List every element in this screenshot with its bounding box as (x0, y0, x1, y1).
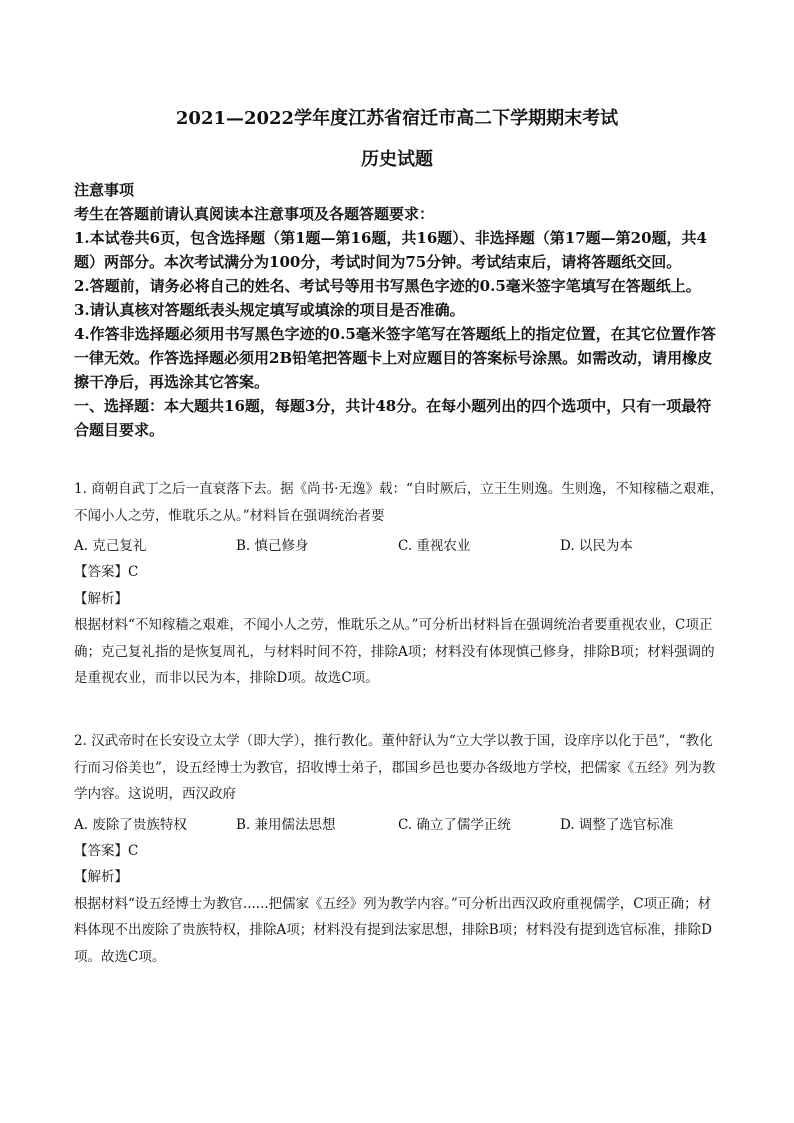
notice-item-4: 4.作答非选择题必须用书写黑色字迹的0.5毫米签字笔写在答题纸上的指定位置，在其它位置作答一律无效。作答选择题必须用2B铅笔把答题卡上对应题目的答案标号涂黑。如需改动，请用橡皮擦干净后，再选涂其它答案。 (74, 325, 716, 391)
answer-line (74, 559, 724, 586)
notice-heading: 注意事项 (74, 181, 135, 199)
answer-label: 【答案】 (74, 564, 128, 580)
answer-value: C (128, 842, 139, 859)
question-stem: 2. 汉武帝时在长安设立太学（即大学），推行教化。董仲舒认为“立大学以教于国，设庠序以化于邑”，“教化行而习俗美也”，设五经博士为教官，招收博士弟子，郡国乡邑也要办各级地方学校，把儒家《五经》列为教学内容。这说明，西汉政府 (74, 733, 716, 802)
analysis-label: 【解析】 (74, 869, 128, 885)
notice-item-3: 3.请认真核对答题纸表头规定填写或填涂的项目是否准确。 (74, 301, 465, 319)
section-heading: 一、选择题：本大题共16题，每题3分，共计48分。在每小题列出的四个选项中，只有一项最符合题目要求。 (74, 397, 712, 439)
notice-intro: 考生在答题前请认真阅读本注意事项及各题答题要求： (74, 205, 435, 223)
answer-value: C (128, 564, 139, 580)
notice-section (74, 178, 724, 442)
page-subtitle: 历史试题 (361, 149, 433, 170)
question-1 (74, 476, 724, 692)
answer-line (74, 838, 724, 865)
page-title: 2021—2022学年度江苏省宿迁市高二下学期期末考试 (175, 108, 619, 129)
analysis-text: 根据材料“不知稼穑之艰难，不闻小人之劳，惟耽乐之从。”可分析出材料旨在强调统治者要重视农业，C项正确；克己复礼指的是恢复周礼，与材料时间不符，排除A项；材料没有体现慎己修身，排除B项；材料强调的是重视农业，而非以民为本，排除D项。故选C项。 (74, 617, 715, 686)
answer-label: 【答案】 (74, 842, 128, 859)
notice-item-2: 2.答题前，请务必将自己的姓名、考试号等用书写黑色字迹的0.5毫米签字笔填写在答题纸上。 (74, 277, 701, 295)
options-row (74, 812, 724, 838)
options-row (74, 533, 724, 559)
option-a: A. 克己复礼 (74, 538, 147, 554)
analysis-label: 【解析】 (74, 590, 128, 607)
option-c: C. 重视农业 (398, 538, 471, 554)
option-d: D. 调整了选官标准 (560, 816, 674, 833)
analysis-text: 根据材料“设五经博士为教官......把儒家《五经》列为教学内容。”可分析出西汉政府重视儒学，C项正确；材料体现不出废除了贵族特权，排除A项；材料没有提到法家思想，排除B项；材料没有提到选官标准，排除D项。故选C项。 (74, 895, 712, 965)
question-2 (74, 728, 724, 970)
option-a: A. 废除了贵族特权 (74, 816, 187, 833)
option-d: D. 以民为本 (560, 538, 633, 554)
question-stem: 1. 商朝自武丁之后一直衰落下去。据《尚书·无逸》载：“自时厥后，立王生则逸。生则逸，不知稼穑之艰难，不闻小人之劳，惟耽乐之从。”材料旨在强调统治者要 (74, 481, 724, 524)
option-b: B. 慎己修身 (236, 538, 309, 554)
option-c: C. 确立了儒学正统 (398, 816, 511, 833)
notice-item-1: 1.本试卷共6页，包含选择题（第1题—第16题，共16题）、非选择题（第17题—第20题，共4题）两部分。本次考试满分为100分，考试时间为75分钟。考试结束后，请将答题纸交回。 (74, 229, 707, 271)
option-b: B. 兼用儒法思想 (236, 816, 336, 833)
